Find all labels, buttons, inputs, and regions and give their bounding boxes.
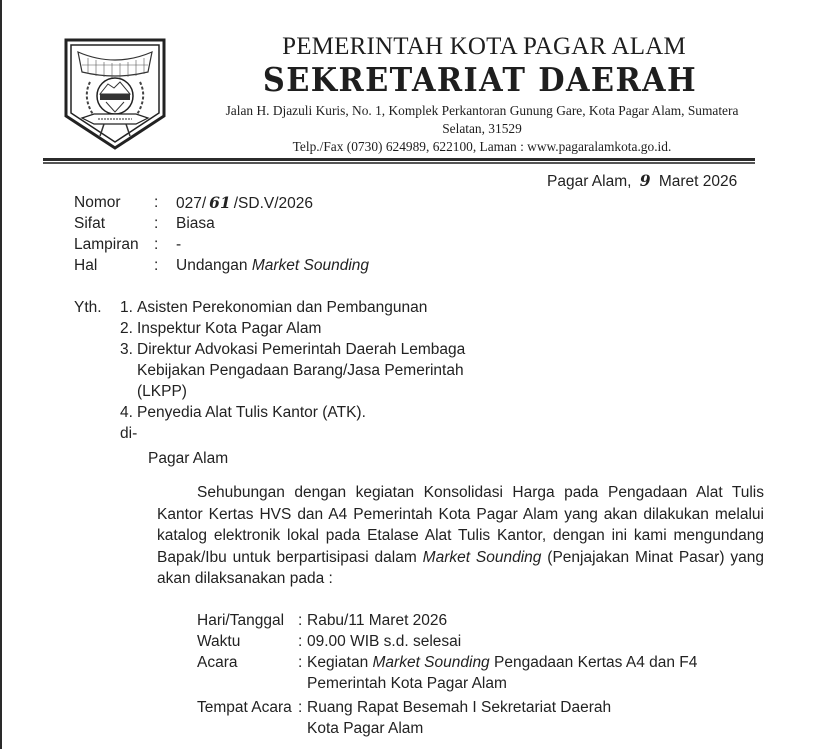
meta-value bbox=[176, 255, 369, 276]
body-text: Sehubungan dengan kegiatan Konsolidasi Harga pada Pengadaan Alat Tulis Kantor Kertas HVS dan A4 Pemerintah Kota Pagar Alam yang akan dilakukan melalui katalog elektronik lokal pada Etalase Alat Tulis Kantor, dengan ini kami mengundang Bapak/Ibu untuk berpartisipasi dalam bbox=[157, 484, 764, 566]
list-text: Asisten Perekonomian dan Pembangunan bbox=[137, 299, 428, 316]
recipient-place: Pagar Alam bbox=[148, 450, 229, 467]
recipient-di: di- bbox=[120, 425, 138, 442]
scan-edge bbox=[0, 0, 2, 749]
detail-row-time bbox=[197, 631, 697, 652]
detail-label: Tempat Acara bbox=[197, 699, 292, 716]
list-number: 2. bbox=[120, 320, 133, 337]
list-text-continued: (LKPP) bbox=[137, 383, 187, 400]
list-item bbox=[120, 402, 520, 423]
detail-colon: : bbox=[298, 699, 303, 716]
letterhead-divider-thick bbox=[43, 158, 755, 161]
detail-row-venue bbox=[197, 697, 697, 739]
body-italic: Market Sounding bbox=[422, 548, 542, 566]
meta-value: Biasa bbox=[176, 215, 215, 232]
meta-value: - bbox=[176, 236, 182, 253]
government-name: PEMERINTAH KOTA PAGAR ALAM bbox=[282, 33, 686, 60]
meta-colon: : bbox=[154, 257, 159, 274]
list-text-continued: Kebijakan Pengadaan Barang/Jasa Pemerintah bbox=[137, 362, 464, 379]
detail-value-line2: Pemerintah Kota Pagar Alam bbox=[307, 675, 507, 692]
detail-label: Waktu bbox=[197, 633, 241, 650]
detail-value-text: Kegiatan bbox=[307, 654, 373, 671]
handwritten-day: 9 bbox=[639, 171, 651, 190]
detail-value-italic: Market Sounding bbox=[372, 654, 490, 671]
letterhead-divider-thin bbox=[43, 162, 755, 164]
body-paragraph bbox=[157, 482, 764, 590]
list-item bbox=[120, 318, 520, 339]
list-text: Inspektur Kota Pagar Alam bbox=[137, 320, 322, 337]
list-number: 4. bbox=[120, 404, 133, 421]
detail-value bbox=[307, 652, 697, 673]
letter-number-suffix: /SD.V/2026 bbox=[233, 195, 314, 212]
list-item bbox=[120, 297, 520, 318]
list-text: Penyedia Alat Tulis Kantor (ATK). bbox=[137, 404, 366, 421]
body-text-end: (Penjajakan Minat Pasar) yang akan dilaksanakan pada : bbox=[157, 548, 764, 588]
detail-value: Rabu/11 Maret 2026 bbox=[307, 612, 448, 629]
contact-line: Telp./Fax (0730) 624989, 622100, Laman : www.pagaralamkota.go.id. bbox=[292, 139, 672, 154]
detail-label: Acara bbox=[197, 654, 238, 671]
meta-colon: : bbox=[154, 194, 159, 211]
office-name: SEKRETARIAT DAERAH bbox=[262, 60, 698, 99]
letterhead bbox=[180, 32, 780, 154]
dateline-month-year: Maret 2026 bbox=[658, 173, 738, 190]
list-text: Direktur Advokasi Pemerintah Daerah Lembaga bbox=[137, 341, 466, 358]
subject-text: Undangan bbox=[176, 257, 252, 274]
list-item bbox=[120, 339, 520, 360]
detail-colon: : bbox=[298, 612, 303, 629]
recipient-list bbox=[120, 297, 520, 470]
letter-number-prefix: 027/ bbox=[176, 195, 207, 212]
handwritten-number: 61 bbox=[209, 193, 231, 212]
address-line-1: Jalan H. Djazuli Kuris, No. 1, Komplek Perkantoran Gunung Gare, Kota Pagar Alam, Sumatera bbox=[225, 103, 739, 118]
meta-colon: : bbox=[154, 236, 159, 253]
meta-label: Sifat bbox=[74, 215, 106, 232]
list-number: 3. bbox=[120, 341, 133, 358]
address-line-2: Selatan, 31529 bbox=[442, 121, 522, 136]
meta-label: Nomor bbox=[74, 194, 121, 211]
letterhead-address bbox=[172, 102, 792, 156]
detail-row-event bbox=[197, 652, 697, 694]
meta-label: Lampiran bbox=[74, 236, 139, 253]
detail-value-line2: Kota Pagar Alam bbox=[307, 720, 424, 737]
meta-value bbox=[176, 192, 313, 214]
meta-colon: : bbox=[154, 215, 159, 232]
dateline bbox=[547, 171, 737, 191]
city-coat-of-arms-icon bbox=[64, 38, 166, 150]
subject-italic: Market Sounding bbox=[251, 257, 370, 274]
detail-row-date bbox=[197, 610, 697, 631]
detail-colon: : bbox=[298, 633, 303, 650]
meta-label: Hal bbox=[74, 257, 98, 274]
detail-colon: : bbox=[298, 654, 303, 671]
salutation: Yth. bbox=[74, 299, 102, 316]
detail-value-text: Pengadaan Kertas A4 dan F4 bbox=[489, 654, 698, 671]
dateline-place: Pagar Alam, bbox=[547, 173, 632, 190]
detail-value: 09.00 WIB s.d. selesai bbox=[307, 633, 462, 650]
event-details bbox=[197, 610, 697, 739]
detail-value: Ruang Rapat Besemah I Sekretariat Daerah bbox=[307, 699, 612, 716]
list-number: 1. bbox=[120, 299, 133, 316]
detail-label: Hari/Tanggal bbox=[197, 612, 285, 629]
